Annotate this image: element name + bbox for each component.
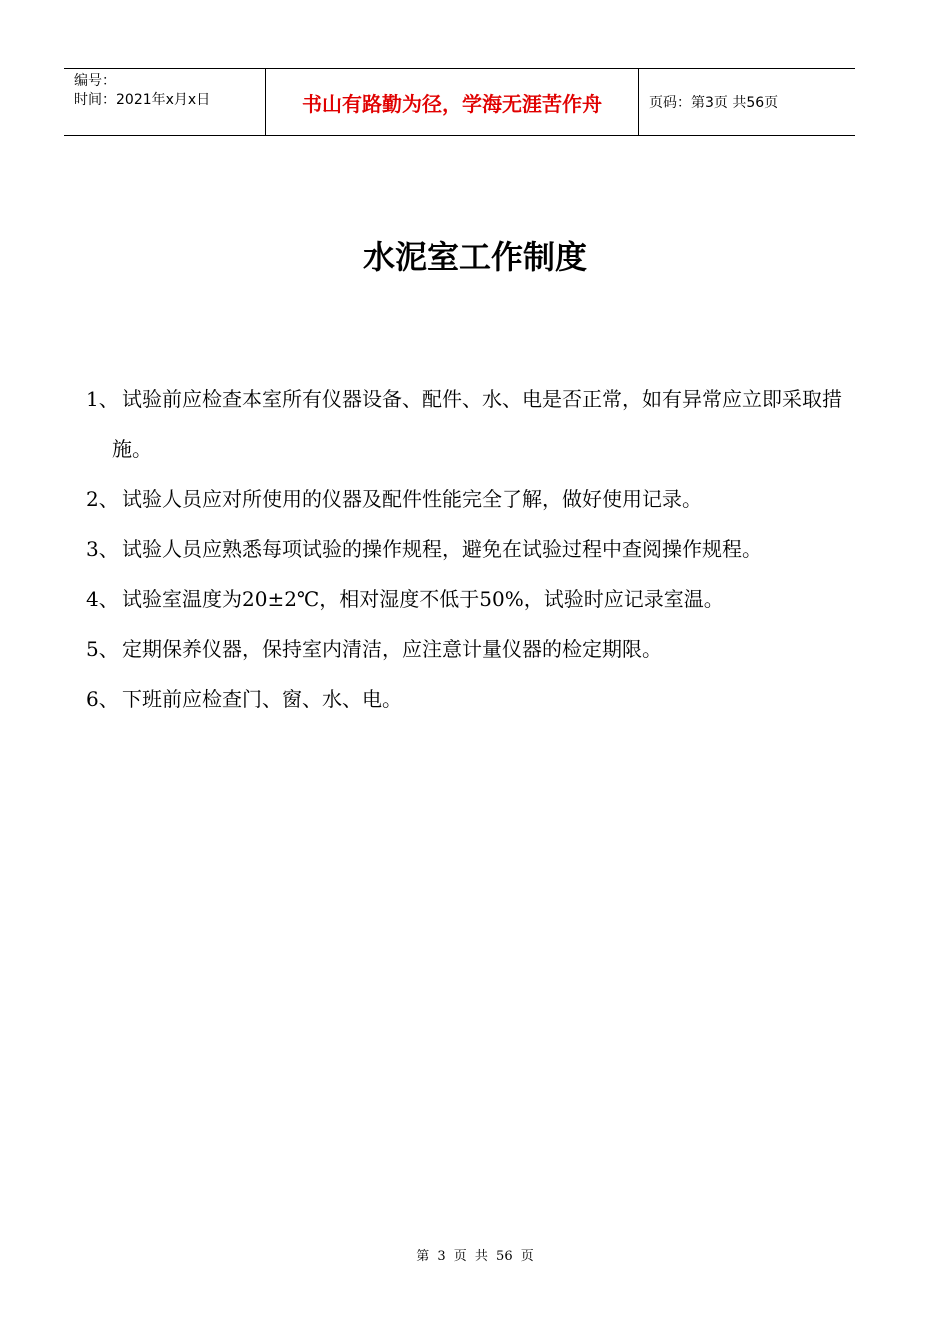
- item-text: 试验人员应对所使用的仪器及配件性能完全了解，做好使用记录。: [122, 487, 702, 511]
- item-number: 5、: [86, 637, 119, 661]
- list-item: [86, 474, 846, 524]
- list-item: [86, 624, 846, 674]
- time-label: 时间：2021年x月x日: [74, 92, 211, 108]
- code-label: 编号：: [74, 73, 116, 89]
- item-text: 试验室温度为20±2℃，相对湿度不低于50%，试验时应记录室温。: [122, 587, 724, 611]
- list-item: [86, 574, 846, 624]
- item-number: 3、: [86, 537, 119, 561]
- list-item: [86, 524, 846, 574]
- header-motto: 书山有路勤为径，学海无涯苦作舟: [302, 91, 602, 116]
- item-text: 试验人员应熟悉每项试验的操作规程，避免在试验过程中查阅操作规程。: [122, 537, 762, 561]
- list-item: [86, 374, 846, 474]
- item-text: 试验前应检查本室所有仪器设备、配件、水、电是否正常，如有异常应立即采取措施。: [112, 387, 842, 461]
- item-text: 下班前应检查门、窗、水、电。: [122, 687, 402, 711]
- page-footer: 第 3 页 共 56 页: [416, 1249, 534, 1264]
- item-number: 2、: [86, 487, 119, 511]
- list-item: [86, 674, 846, 724]
- item-number: 1、: [86, 387, 119, 411]
- page-header: [64, 68, 855, 136]
- header-motto-cell: [265, 69, 639, 135]
- document-title: 水泥室工作制度: [362, 238, 587, 276]
- item-text: 定期保养仪器，保持室内清洁，应注意计量仪器的检定期限。: [122, 637, 662, 661]
- header-page-label: 页码：第3页 共56页: [649, 95, 779, 111]
- header-meta: [64, 69, 265, 135]
- item-number: 4、: [86, 587, 119, 611]
- rules-list: [86, 374, 846, 724]
- item-number: 6、: [86, 687, 119, 711]
